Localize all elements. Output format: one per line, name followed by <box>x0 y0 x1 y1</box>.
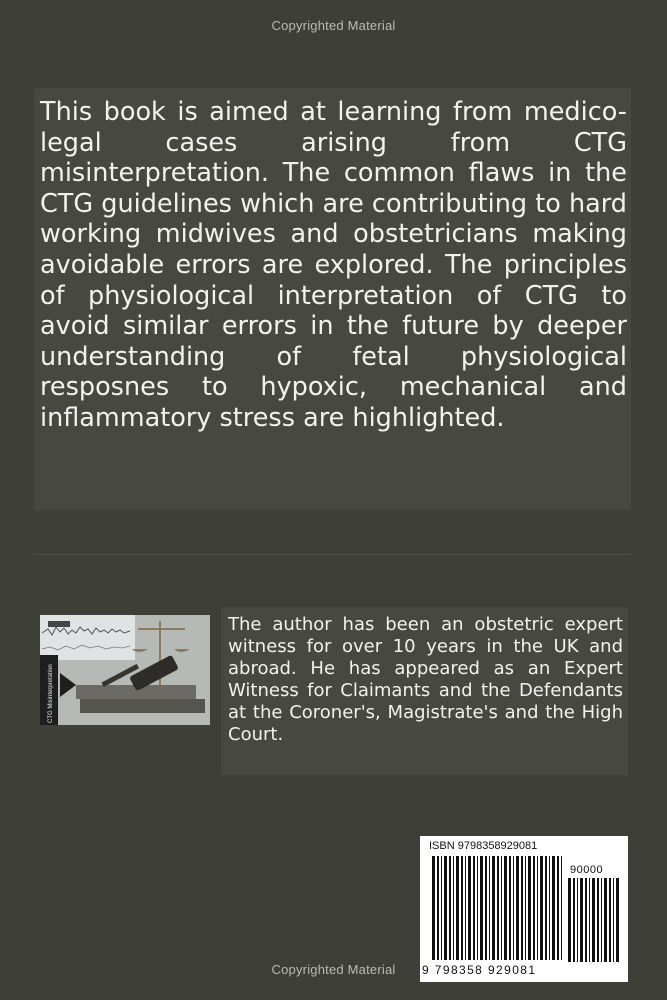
price-code: 90000 <box>570 864 604 876</box>
isbn-barcode <box>420 836 628 982</box>
author-bio: The author has been an obstetric expert witness for over 10 years in the UK and abroad. He has appeared as an Expert Witness for Claimants and the Defendants at the Coroner's, Magistrate's and the High Court. <box>228 614 623 745</box>
gavel-scales-illustration <box>40 615 210 725</box>
copyright-watermark-bottom: Copyrighted Material <box>271 962 396 977</box>
spine-title: CTG Misinterpretation <box>48 664 54 723</box>
addon-barcode-bars <box>568 878 620 962</box>
cover-thumbnail-image <box>40 615 210 725</box>
copyright-watermark-top: Copyrighted Material <box>271 18 396 33</box>
section-divider <box>34 554 631 555</box>
book-description: This book is aimed at learning from medico-legal cases arising from CTG misinterpretation. The common flaws in the CTG guidelines which are contributing to hard working midwives and obstetricians making avoidable errors are explored. The principles of physiological interpretation of CTG to avoid similar errors in the future by deeper understanding of fetal physiological resposnes to hypoxic, mechanical and inflammatory stress are highlighted. <box>40 97 627 433</box>
isbn-label: ISBN 9798358929081 <box>429 840 538 852</box>
isbn-digits: 9 798358 929081 <box>422 963 537 977</box>
barcode-bars <box>432 856 564 960</box>
